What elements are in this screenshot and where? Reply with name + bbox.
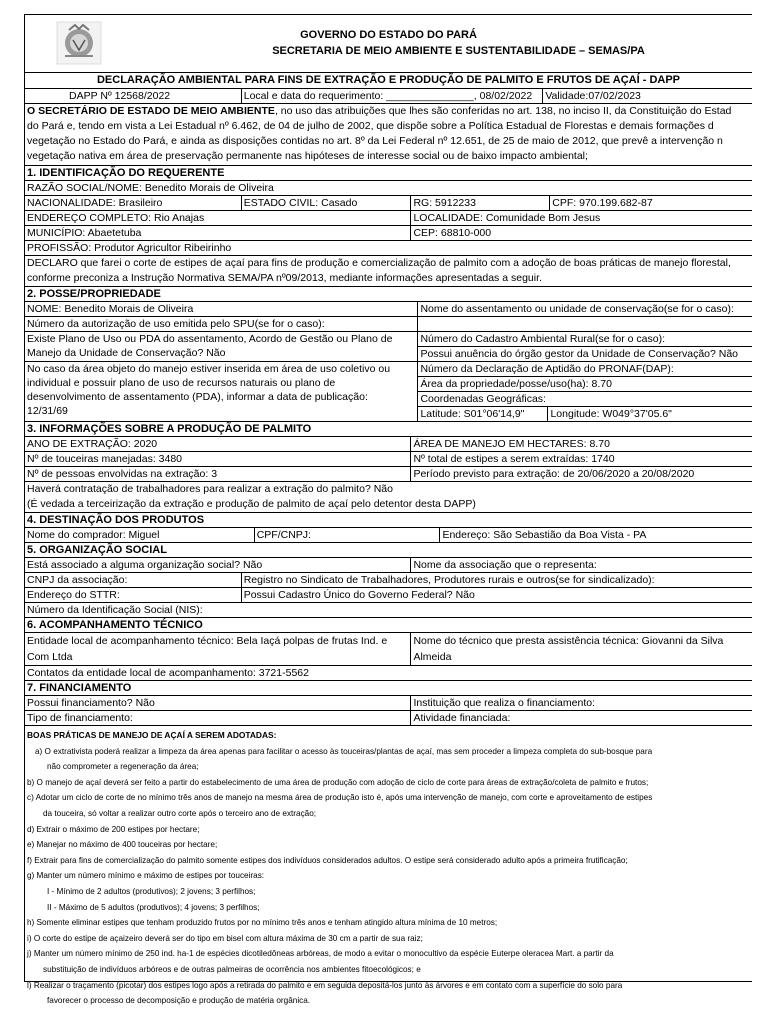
- hiring-question: Haverá contratação de trabalhadores para realizar a extração do palmito? Não: [27, 483, 393, 495]
- best-practices: [25, 726, 752, 1009]
- section-4-header: [25, 513, 752, 528]
- secretariat-title: SECRETARIA DE MEIO AMBIENTE E SUSTENTABILIDADE – SEMAS/PA: [272, 45, 645, 57]
- entity-contacts: Contatos da entidade local de acompanhamento: 3721-5562: [27, 667, 309, 679]
- practice-subitem: II - Máximo de 5 adultos (produtivos); 4 jovens; 3 perfilhos;: [47, 902, 260, 912]
- collective-use-question: [25, 362, 417, 421]
- practice-item: i) O corte do estipe de açaizeiro deverá ser do tipo em bisel com altura máxima de 30 cm a partir de sua raiz;: [27, 933, 423, 943]
- financing-type: Tipo de financiamento:: [27, 712, 133, 724]
- locality: LOCALIDADE: Comunidade Bom Jesus: [410, 211, 752, 225]
- practice-item-cont: favorecer o processo de decomposição e produção de matéria orgânica.: [47, 996, 311, 1006]
- intro-line: vegetação nativa em área de preservação permanente nas hipóteses de interesse social ou de baixo impacto ambiental;: [27, 150, 588, 162]
- s7-row: [25, 711, 752, 726]
- request-place-date: Local e data do requerimento: _______________, 08/02/2022: [241, 89, 543, 103]
- declaration-form: [24, 14, 752, 1006]
- s5-row: [25, 573, 752, 588]
- buyer-cpf-cnpj: CPF/CNPJ:: [254, 528, 440, 542]
- practice-item: j) Manter um número mínimo de 250 ind. ha-1 de espécies dicotiledôneas arbóreas, de modo a evitar o monocultivo da espécie Euterpe oleracea Mart. a partir da: [27, 949, 614, 959]
- pronaf-number: Número da Declaração de Aptidão do PRONAF(DAP):: [418, 362, 752, 377]
- dapp-number: DAPP Nº 12568/2022: [69, 90, 171, 102]
- section-title: 5. ORGANIZAÇÃO SOCIAL: [27, 544, 167, 556]
- practice-item-cont: não comprometer a regeneração da área;: [47, 762, 199, 772]
- s1-row: [25, 226, 752, 241]
- section-title: 7. FINANCIAMENTO: [27, 682, 132, 694]
- collective-use-line: 12/31/69: [27, 405, 68, 417]
- practice-item: h) Somente eliminar estipes que tenham produzido frutos por no mínimo três anos e tenham atingido altura mínima de 10 metros;: [27, 918, 498, 928]
- conservation-consent: Possui anuência do órgão gestor da Unidade de Conservação? Não: [420, 348, 739, 360]
- section-title: 3. INFORMAÇÕES SOBRE A PRODUÇÃO DE PALMITO: [27, 423, 312, 435]
- practice-item: g) Manter um número mínimo e máximo de estipes por touceiras:: [27, 871, 265, 881]
- financed-activity: Atividade financiada:: [410, 711, 752, 725]
- profession: PROFISSÃO: Produtor Agricultor Ribeirinho: [27, 242, 232, 254]
- section-7-header: [25, 681, 752, 696]
- has-financing: Possui financiamento? Não: [27, 697, 155, 709]
- technician-name: [410, 633, 752, 665]
- s7-row: [25, 696, 752, 711]
- s6-row: [25, 633, 752, 666]
- meta-row: [25, 89, 752, 104]
- people-involved: Nº de pessoas envolvidas na extração: 3: [27, 468, 218, 480]
- declaration-line: conforme preconiza a Instrução Normativa SEMA/PA nº09/2013, mediante informações apresentadas a seguir.: [27, 272, 542, 284]
- section-title: 4. DESTINAÇÃO DOS PRODUTOS: [27, 514, 205, 526]
- technical-entity: [25, 633, 410, 665]
- property-owner-name: NOME: Benedito Morais de Oliveira: [27, 303, 194, 315]
- government-title: GOVERNO DO ESTADO DO PARÁ: [300, 29, 477, 41]
- buyer-name: Nome do comprador: Miguel: [27, 529, 160, 541]
- section-title: 2. POSSE/PROPRIEDADE: [27, 288, 161, 300]
- s3-row: [25, 467, 752, 482]
- managed-clumps: Nº de touceiras manejadas: 3480: [27, 453, 183, 465]
- state-coat-of-arms-icon: [55, 20, 103, 66]
- technical-entity-line: Entidade local de acompanhamento técnico: Bela Iaçá polpas de frutas Ind. e: [27, 635, 388, 647]
- s5-row: [25, 558, 752, 573]
- full-address: ENDEREÇO COMPLETO: Rio Anajas: [27, 212, 205, 224]
- form-header: [25, 15, 752, 73]
- practice-item: a) O extrativista poderá realizar a limpeza da área apenas para facilitar o acesso às touceiras/plantas de açaí, mas sem proceder a limpeza completa do sub-bosque para: [35, 746, 653, 756]
- s2-row: [25, 362, 752, 422]
- association-cnpj: CNPJ da associação:: [27, 574, 128, 586]
- practice-item: f) Extrair para fins de comercialização do palmito somente estipes dos indivíduos considerados adultos. O estipe será considerado adulto após a primeira frutificação;: [27, 855, 628, 865]
- association-name: Nome da associação que o representa:: [410, 558, 752, 572]
- collective-use-line: desenvolvimento de assentamento (PDA), informar a data de publicação:: [27, 391, 368, 403]
- section-title: 1. IDENTIFICAÇÃO DO REQUERENTE: [27, 167, 225, 179]
- document-title: DECLARAÇÃO AMBIENTAL PARA FINS DE EXTRAÇÃO E PRODUÇÃO DE PALMITO E FRUTOS DE AÇAÍ - DAPP: [96, 74, 681, 86]
- total-stems: Nº total de estipes a serem extraídas: 1740: [410, 452, 752, 466]
- practice-subitem: I - Mínimo de 2 adultos (produtivos); 2 jovens; 3 perfilhos;: [47, 886, 256, 896]
- section-5-header: [25, 543, 752, 558]
- postal-code: CEP: 68810-000: [410, 226, 752, 240]
- collective-use-line: No caso da área objeto do manejo estiver inserida em área de uso coletivo ou: [27, 363, 391, 375]
- intro-line: do Pará e, tendo em vista a Lei Estadual nº 6.462, de 04 de julho de 2002, que dispõe sobre a Política Estadual de Florestas e demais formações d: [27, 120, 714, 132]
- best-practices-title: BOAS PRÁTICAS DE MANEJO DE AÇAÍ A SEREM ADOTADAS:: [27, 730, 277, 740]
- s5-row: [25, 603, 752, 618]
- intro-paragraph: [25, 104, 752, 166]
- car-anuencia-cell: [417, 332, 752, 361]
- practice-item: l) Realizar o traçamento (picotar) dos estipes logo após a retirada do palmito e em seguida depositá-los junto às árvores e em contato com a superfície do solo para: [27, 980, 623, 990]
- s1-row: [25, 181, 752, 196]
- extraction-year: ANO DE EXTRAÇÃO: 2020: [27, 438, 158, 450]
- management-area: ÁREA DE MANEJO EM HECTARES: 8.70: [410, 437, 752, 451]
- technician-line: Almeida: [413, 651, 452, 663]
- s2-row: [25, 302, 752, 317]
- s5-row: [25, 588, 752, 603]
- declaration-text: [25, 256, 752, 287]
- rg-number: RG: 5912233: [410, 196, 549, 210]
- section-6-header: [25, 618, 752, 633]
- s2-row: [25, 332, 752, 362]
- union-registration: Registro no Sindicato de Trabalhadores, Produtores rurais e outros(se for sindicalizado):: [241, 573, 752, 587]
- car-number: Número do Cadastro Ambiental Rural(se for o caso):: [418, 332, 752, 347]
- s3-row: [25, 437, 752, 452]
- buyer-address: Endereço: São Sebastião da Boa Vista - PA: [439, 528, 752, 542]
- marital-status: ESTADO CIVIL: Casado: [241, 196, 411, 210]
- collective-use-line: individual e possuir plano de uso de recursos naturais ou plano de: [27, 377, 336, 389]
- cpf-number: CPF: 970.199.682-87: [549, 196, 752, 210]
- practice-item: b) O manejo de açaí deverá ser feito a partir do estabelecimento de uma área de produção com adoção de ciclo de corte para áreas de extração/coleta de palmito e frutos;: [27, 777, 649, 787]
- property-area: Área da propriedade/posse/uso(ha): 8.70: [418, 377, 752, 392]
- section-2-header: [25, 287, 752, 302]
- requester-name: RAZÃO SOCIAL/NOME: Benedito Morais de Oliveira: [27, 182, 274, 194]
- settlement-name: Nome do assentamento ou unidade de conservação(se for o caso):: [417, 302, 752, 316]
- validity-date: Validade:07/02/2023: [542, 89, 752, 103]
- s1-row: [25, 196, 752, 211]
- latitude: Latitude: S01°06'14,9": [418, 407, 548, 421]
- practice-item: c) Adotar um ciclo de corte de no mínimo três anos de manejo na mesma área de produção isto é, após uma intervenção de manejo, com corte e aproveitamento de estipes: [27, 793, 653, 803]
- practice-item: d) Extrair o máximo de 200 estipes por hectare;: [27, 824, 200, 834]
- section-1-header: [25, 166, 752, 181]
- use-plan-line: Existe Plano de Uso ou PDA do assentamento, Acordo de Gestão ou Plano de: [27, 333, 393, 345]
- financing-institution: Instituição que realiza o financiamento:: [410, 696, 752, 710]
- practice-item: e) Manejar no máximo de 400 touceiras por hectare;: [27, 840, 218, 850]
- document-title-row: [25, 73, 752, 89]
- use-plan-line: Manejo da Unidade de Conservação? Não: [27, 347, 226, 359]
- technician-line: Nome do técnico que presta assistência técnica: Giovanni da Silva: [413, 635, 724, 647]
- s4-row: [25, 528, 752, 543]
- section-title: 6. ACOMPANHAMENTO TÉCNICO: [27, 619, 203, 631]
- coordinates-label: Coordenadas Geográficas:: [418, 392, 752, 407]
- intro-line: O SECRETÁRIO DE ESTADO DE MEIO AMBIENTE, no uso das atribuições que lhes são conferidas no art. 138, no inciso II, da Constituição do Estad: [27, 105, 732, 117]
- practice-item-cont: da touceira, só voltar a realizar outro corte após o terceiro ano de extração;: [43, 808, 317, 818]
- use-plan-question: [25, 332, 417, 361]
- declaration-line: DECLARO que farei o corte de estipes de açaí para fins de produção e comercialização de palmito com a adoção de boas práticas de manejo florestal,: [27, 257, 731, 269]
- technical-entity-line: Com Ltda: [27, 651, 73, 663]
- pronaf-coords-cell: [417, 362, 752, 421]
- practice-item-cont: substituição de indivíduos arbóreos e de outras palmeiras de ocorrência nos ambientes fitoecológicos; e: [43, 964, 421, 974]
- s6-row: [25, 666, 752, 681]
- lat-long-row: [418, 407, 752, 421]
- longitude: Longitude: W049°37'05.6": [550, 408, 672, 420]
- nis-number: Número da Identificação Social (NIS):: [27, 604, 203, 616]
- s3-row: [25, 452, 752, 467]
- intro-line: vegetação no Estado do Pará, e ainda as disposições contidas no art. 8º da Lei Federal nº 12.651, de 25 de maio de 2012, que prevê a intervenção n: [27, 135, 723, 147]
- hiring-info: [25, 482, 752, 513]
- s1-row: [25, 241, 752, 256]
- section-3-header: [25, 422, 752, 437]
- extraction-period: Período previsto para extração: de 20/06/2020 a 20/08/2020: [410, 467, 752, 481]
- empty-cell: [417, 317, 752, 331]
- sttr-address: Endereço do STTR:: [27, 589, 120, 601]
- spu-authorization: Número da autorização de uso emitida pelo SPU(se for o caso):: [27, 318, 325, 330]
- outsourcing-note: (É vedada a terceirização da extração e produção de palmito de açaí pelo detentor desta DAPP): [27, 498, 476, 510]
- s2-row: [25, 317, 752, 332]
- s1-row: [25, 211, 752, 226]
- cadastro-unico: Possui Cadastro Único do Governo Federal? Não: [241, 588, 752, 602]
- municipality: MUNICÍPIO: Abaetetuba: [27, 227, 142, 239]
- association-membership: Está associado a alguma organização social? Não: [27, 559, 263, 571]
- nationality: NACIONALIDADE: Brasileiro: [27, 197, 163, 209]
